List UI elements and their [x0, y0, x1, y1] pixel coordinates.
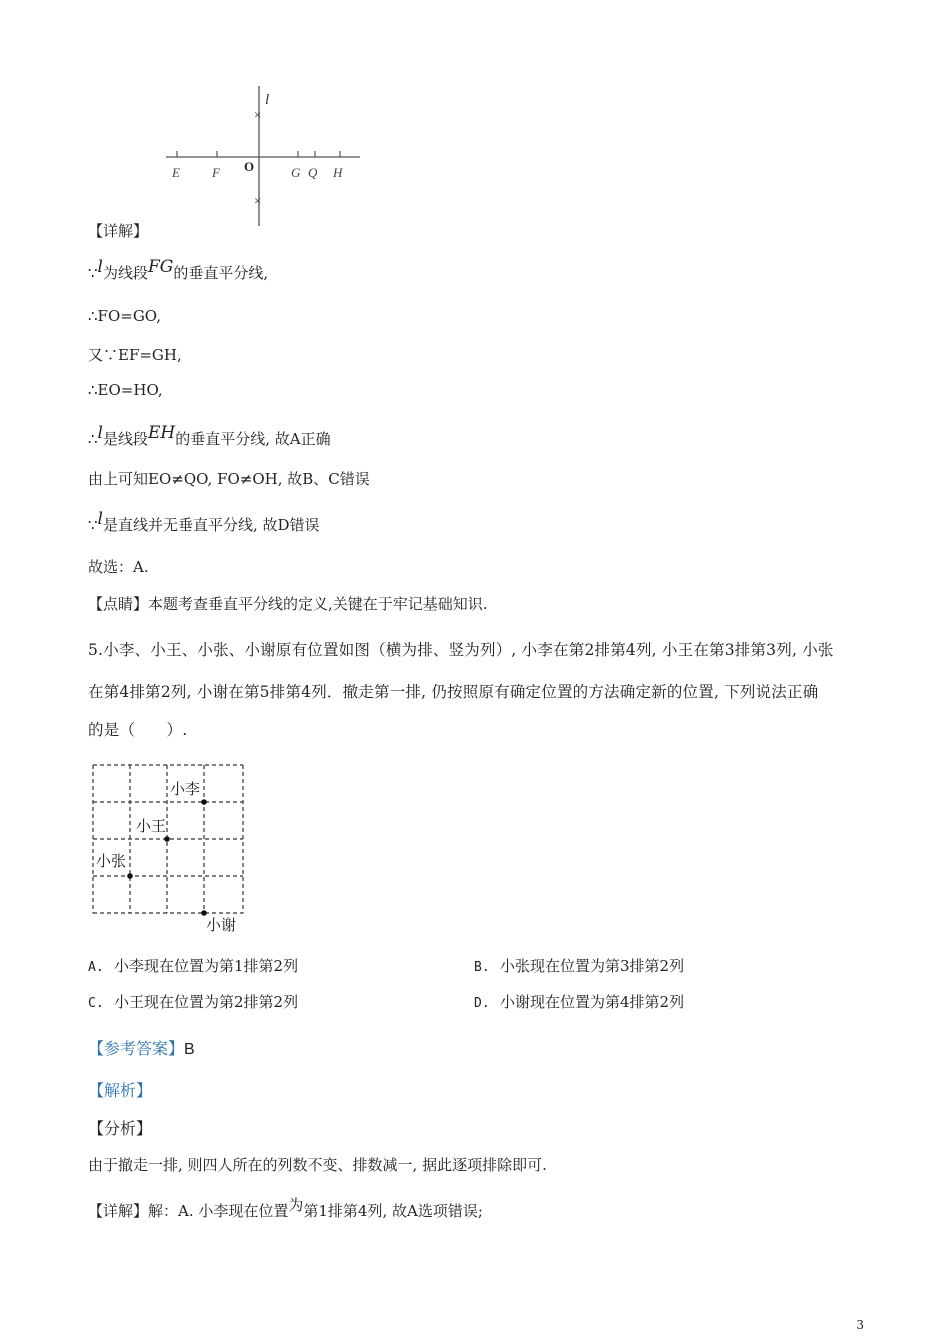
answer-line	[88, 1036, 195, 1059]
detail-header: 【详解】	[88, 222, 149, 240]
arc-mark-bottom: ×	[254, 193, 262, 208]
label-xiaowang: 小王	[136, 819, 167, 835]
point-xiaozhang	[127, 873, 133, 879]
option-d: D. 小谢现在位置为第4排第2列	[474, 993, 685, 1011]
answer-value: B	[184, 1041, 195, 1058]
point-xiaoli	[201, 799, 207, 805]
point-f-label: F	[212, 165, 220, 180]
label-xiaoli: 小李	[170, 782, 201, 798]
question-5-line-2: 在第4排第2列, 小谢在第5排第4列．撤走第一排, 仍按照原有确定位置的方法确定新的位置, 下列说法正确	[88, 683, 819, 701]
point-xiaoxie	[201, 910, 207, 916]
option-a: A. 小李现在位置为第1排第2列	[88, 957, 299, 975]
perpendicular-bisector-figure	[160, 80, 370, 230]
page-number: 3	[856, 1318, 864, 1332]
fenxi-text: 由于撤走一排, 则四人所在的列数不变、排数减一, 据此逐项排除即可.	[88, 1156, 547, 1174]
label-xiaoxie: 小谢	[206, 918, 237, 934]
arc-mark-top: ×	[254, 107, 262, 122]
detail-line-8: 故选：A.	[88, 558, 149, 576]
detail-line-4: ∴EO=HO,	[88, 381, 163, 399]
line-l-label: l	[265, 92, 270, 108]
label-xiaozhang: 小张	[96, 854, 127, 870]
question-5-line-3: 的是（ ）.	[88, 721, 188, 739]
point-q-label: Q	[308, 165, 318, 180]
comment-line: 【点睛】本题考查垂直平分线的定义,关键在于牢记基础知识.	[88, 595, 488, 613]
question-5-line-1: 5.小李、小王、小张、小谢原有位置如图（横为排、竖为列）, 小李在第2排第4列, 小王在第3排第3列, 小张	[88, 641, 834, 659]
detail-line-1: ∵l为线段FG的垂直平分线,	[88, 257, 269, 282]
detail-line-6: 由上可知EO≠QO, FO≠OH, 故B、C错误	[88, 470, 370, 488]
fenxi-label: 【分析】	[88, 1119, 153, 1138]
detail-line-2: ∴FO=GO,	[88, 307, 161, 325]
point-xiaowang	[164, 836, 170, 842]
detail-line-7: ∵l是直线并无垂直平分线, 故D错误	[88, 509, 320, 534]
point-e-label: E	[172, 165, 180, 180]
origin-label: O	[244, 159, 255, 174]
point-g-label: G	[291, 165, 301, 180]
option-b: B. 小张现在位置为第3排第2列	[474, 957, 685, 975]
seating-grid-figure	[86, 758, 256, 938]
detail-line-5: ∴l是线段EH的垂直平分线, 故A正确	[88, 423, 331, 448]
detail-line-3: 又∵EF=GH,	[88, 346, 182, 364]
answer-detail-line: 【详解】解：A. 小李现在位置为第1排第4列, 故A选项错误;	[88, 1196, 483, 1220]
point-h-label: H	[333, 165, 343, 180]
answer-label: 【参考答案】	[88, 1039, 185, 1058]
jiexi-label: 【解析】	[88, 1081, 153, 1100]
option-c: C. 小王现在位置为第2排第2列	[88, 993, 299, 1011]
